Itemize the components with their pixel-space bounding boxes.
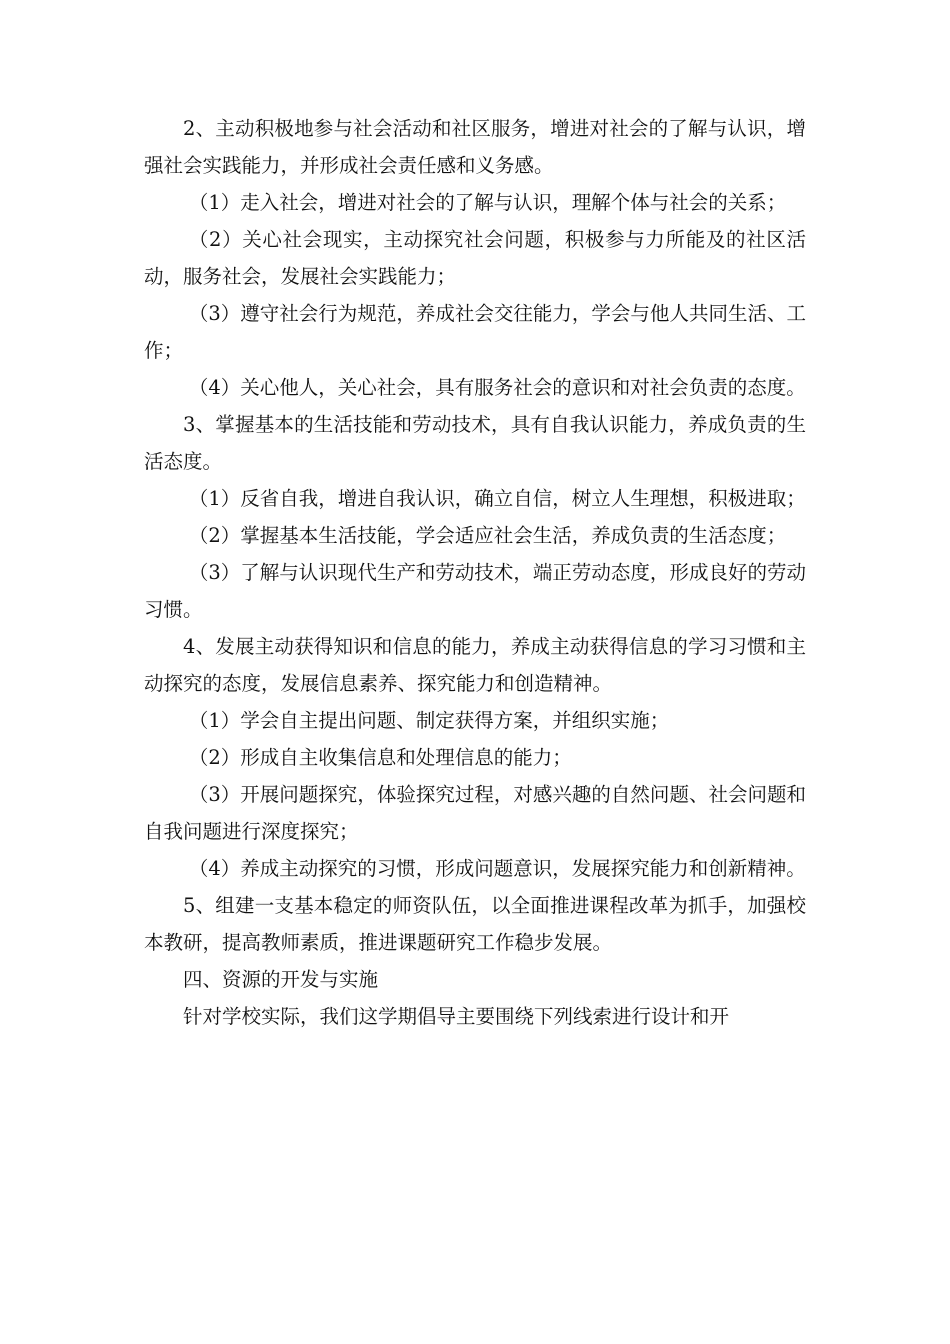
paragraph-goal-4-item-3: （3）开展问题探究，体验探究过程，对感兴趣的自然问题、社会问题和自我问题进行深度探究；: [144, 783, 806, 843]
paragraph-goal-2-item-3: （3）遵守社会行为规范，养成社会交往能力，学会与他人共同生活、工作；: [144, 302, 806, 362]
paragraph-goal-2-item-4: （4）关心他人，关心社会，具有服务社会的意识和对社会负责的态度。: [188, 376, 806, 399]
paragraph-goal-4-item-1: （1）学会自主提出问题、制定获得方案，并组织实施；: [188, 709, 670, 732]
paragraph-resources-intro: 针对学校实际，我们这学期倡导主要围绕下列线索进行设计和开: [183, 1005, 730, 1028]
paragraph-goal-4-item-4: （4）养成主动探究的习惯，形成问题意识，发展探究能力和创新精神。: [188, 857, 806, 880]
paragraph-goal-2-item-1: （1）走入社会，增进对社会的了解与认识，理解个体与社会的关系；: [188, 191, 787, 214]
paragraph-goal-2-item-2: （2）关心社会现实，主动探究社会问题，积极参与力所能及的社区活动，服务社会，发展社会实践能力；: [144, 228, 806, 288]
paragraph-goal-3: 3、掌握基本的生活技能和劳动技术，具有自我认识能力，养成负责的生活态度。: [144, 413, 806, 473]
paragraph-goal-4: 4、发展主动获得知识和信息的能力，养成主动获得信息的学习习惯和主动探究的态度，发展信息素养、探究能力和创造精神。: [144, 635, 806, 695]
paragraph-goal-4-item-2: （2）形成自主收集信息和处理信息的能力；: [188, 746, 572, 769]
paragraph-goal-3-item-2: （2）掌握基本生活技能，学会适应社会生活，养成负责的生活态度；: [188, 524, 787, 547]
document-page: [144, 110, 806, 1035]
paragraph-goal-2: 2、主动积极地参与社会活动和社区服务，增进对社会的了解与认识，增强社会实践能力，并形成社会责任感和义务感。: [144, 117, 806, 177]
section-heading: 四、资源的开发与实施: [183, 968, 379, 991]
paragraph-goal-3-item-1: （1）反省自我，增进自我认识，确立自信，树立人生理想，积极进取；: [188, 487, 806, 510]
paragraph-goal-3-item-3: （3）了解与认识现代生产和劳动技术，端正劳动态度，形成良好的劳动习惯。: [144, 561, 806, 621]
paragraph-goal-5: 5、组建一支基本稳定的师资队伍，以全面推进课程改革为抓手，加强校本教研，提高教师素质，推进课题研究工作稳步发展。: [144, 894, 806, 954]
